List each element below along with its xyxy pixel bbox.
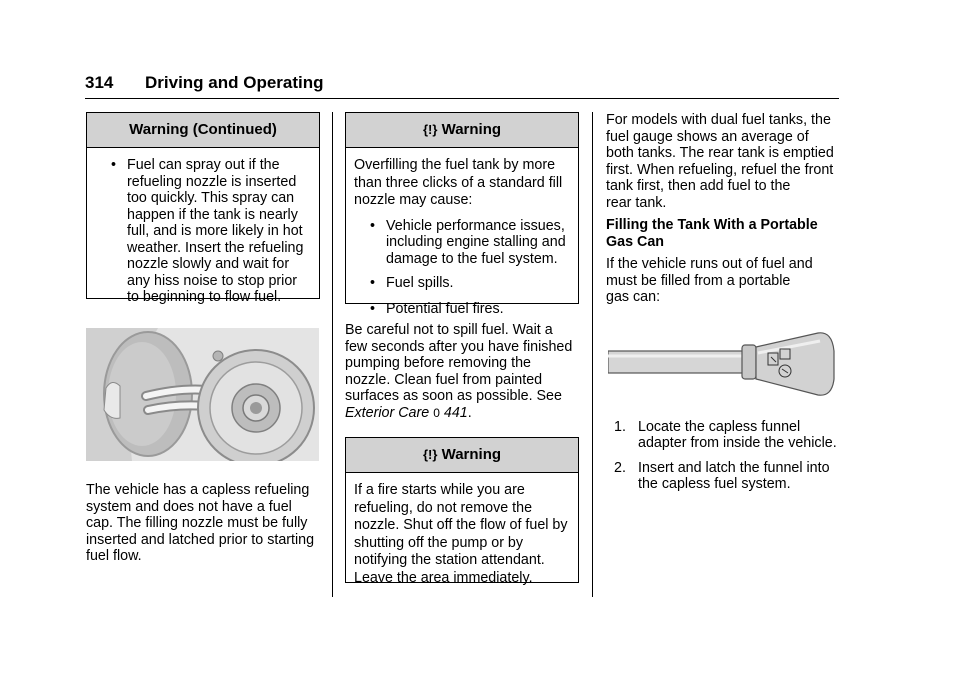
page-header [85,70,839,99]
capless-fuel-door-illustration [86,328,319,461]
page-reference-icon: 0 [433,405,440,420]
warning-icon: {!} [422,447,438,462]
warning-bullet: • Fuel spills. [370,275,454,291]
column-divider [592,112,593,597]
bullet-dot: • [370,217,376,234]
warning-title: {!} Warning [346,438,578,473]
page-number: 314 [85,73,114,92]
column-2 [345,112,579,586]
column-divider [332,112,333,597]
bullet-dot: • [370,275,376,291]
bullet-dot: • [370,300,376,317]
section-title: Driving and Operating [145,73,324,92]
column-3 [606,112,842,493]
warning-title: {!} Warning [346,113,578,148]
list-item: 2. Insert and latch the funnel into the capless fuel system. [614,459,830,492]
capless-paragraph: The vehicle has a capless refueling system and does not have a fuel cap. The filling nozzle must be fully inserted and latched prior to starting fuel flow. [86,482,315,564]
warning-continued-box [86,112,320,305]
warning-bullet: • Vehicle performance issues, including engine stalling and damage to the fuel system. [370,217,566,267]
list-item: 1. Locate the capless funnel adapter from inside the vehicle. [614,418,837,451]
portable-gas-can-heading: Filling the Tank With a Portable Gas Can [606,217,818,250]
overfill-warning-box: {!} Warning Overfilling the fuel tank by more than three clicks of a standard fill nozzle may cause: • Vehicle performance issues, including engine stalling and damage to the fuel system. • Fuel spills. • Potential fuel fires. [345,112,579,304]
exterior-care-reference[interactable]: Exterior Care 0 441. [345,404,472,421]
warning-continued-title: Warning (Continued) [87,113,319,148]
warning-icon: {!} [422,122,438,137]
warning-bullet: • Potential fuel fires. [370,300,504,317]
dual-tank-paragraph: For models with dual fuel tanks, the fuel gauge shows an average of both tanks. The rear tank is emptied first. When refueling, refuel the front tank first, then add fuel to the rear tank. [606,112,834,211]
funnel-adapter-illustration [608,331,836,401]
spill-paragraph: Be careful not to spill fuel. Wait a few seconds after you have finished pumping before removing the nozzle. Clean fuel from painted surfaces as soon as possible. See Exterior Care 0 441. [345,322,579,421]
column-1 [86,112,320,565]
steps-list [606,419,842,493]
warning-bullet: • Fuel can spray out if the refueling nozzle is inserted too quickly. This spray can happen if the tank is nearly full, and is more likely in hot weather. Insert the refueling nozzle slowly and wait for any hiss noise to stop prior to beginning to flow fuel. [111,157,304,305]
fire-warning-box: {!} Warning If a fire starts while you are refueling, do not remove the nozzle. Shut off the flow of fuel by shutting off the pump or by notifying the station attendant. Leave the area immediately. [345,437,579,583]
bullet-dot: • [111,157,117,173]
gas-can-paragraph: If the vehicle runs out of fuel and must be filled from a portable gas can: [606,256,813,305]
